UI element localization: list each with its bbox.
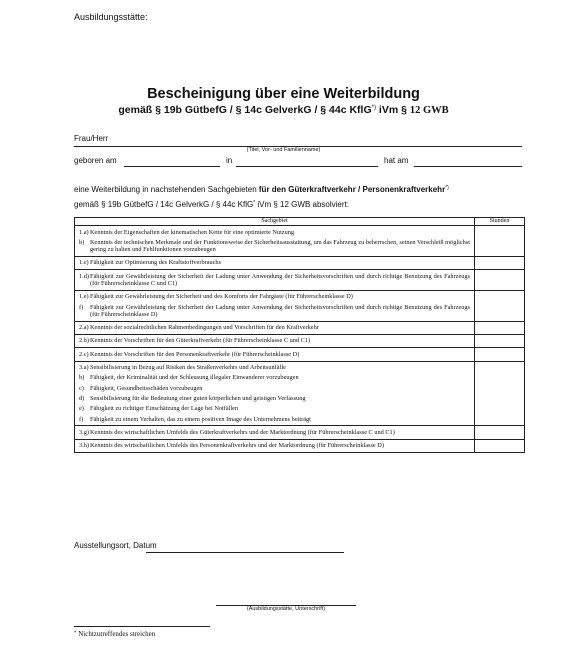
hours-cell[interactable] bbox=[475, 439, 525, 452]
subject-item-number: 1.a) bbox=[79, 228, 89, 236]
subject-item-number: 3.g) bbox=[79, 428, 89, 436]
footnote-divider bbox=[74, 626, 210, 627]
subject-item-text: Fähigkeit zu einem Verhalten, das zu einem positiven Image des Unternehmens beiträgt bbox=[90, 415, 311, 423]
subject-cell bbox=[75, 334, 475, 347]
hours-cell[interactable] bbox=[475, 361, 525, 426]
subject-item bbox=[79, 414, 470, 424]
hours-cell[interactable] bbox=[475, 348, 525, 361]
document-subtitle bbox=[0, 104, 567, 116]
subject-item-text: Kenntnis der Eigenschaften der kinematischen Kette für eine optimierte Nutzung bbox=[90, 228, 295, 236]
intro-line-2-tail: iVm § 12 GWB absolviert: bbox=[255, 200, 349, 209]
subject-item-text: Fähigkeit zur Gewährleistung der Sicherheit und des Komforts der Fahrgäste (für Führerscheinklasse D) bbox=[90, 293, 353, 301]
hours-cell[interactable] bbox=[475, 226, 525, 257]
birth-place-label: in bbox=[226, 156, 233, 165]
subject-item-text: Fähigkeit zur Gewährleistung der Sicherheit der Ladung unter Anwendung der Sicherheitsvorschriften und durch richtige Benutzung des Fahrzeugs (für Führerscheinklasse D) bbox=[90, 303, 470, 318]
subject-item-text: Fähigkeit zur Optimierung des Kraftstoffverbrauchs bbox=[90, 259, 222, 267]
subject-item bbox=[79, 227, 470, 237]
table-row bbox=[75, 334, 525, 347]
hours-cell[interactable] bbox=[475, 321, 525, 334]
intro-line-1-bold: für den Güterkraftverkehr / Personenkraftverkehr bbox=[258, 185, 446, 194]
subject-item bbox=[79, 393, 470, 403]
course-date-field[interactable] bbox=[414, 166, 522, 167]
subject-item bbox=[79, 404, 470, 414]
table-row bbox=[75, 348, 525, 361]
place-date-label: Ausstellungsort, Datum bbox=[74, 541, 157, 550]
subtitle-main: gemäß § 19b GütbefG / § 14c GelverkG / § 44c KflG bbox=[118, 104, 372, 116]
table-row bbox=[75, 226, 525, 257]
subject-item-text: Fähigkeit zur Gewährleistung der Sicherheit der Ladung unter Anwendung der Sicherheitsvorschriften und durch richtige Benutzung des Fahrzeugs (für Führerscheinklasse C und C1) bbox=[90, 272, 470, 287]
birth-date-label: geboren am bbox=[74, 156, 117, 165]
table-row bbox=[75, 270, 525, 291]
hours-cell[interactable] bbox=[475, 334, 525, 347]
subject-item-number: f) bbox=[79, 303, 84, 311]
subject-cell bbox=[75, 348, 475, 361]
subject-item bbox=[79, 383, 470, 393]
subject-cell bbox=[75, 290, 475, 321]
subject-item-number: c) bbox=[79, 384, 84, 392]
subject-item bbox=[79, 336, 470, 346]
course-date-label: hat am bbox=[384, 156, 409, 165]
subject-item-number: d) bbox=[79, 394, 85, 402]
intro-line-2-text: gemäß § 19b GütbefG / 14c GelverkG / § 44c KflG bbox=[74, 200, 254, 209]
intro-line-1 bbox=[74, 185, 449, 194]
table-row bbox=[75, 361, 525, 426]
hours-column-header: Stunden bbox=[475, 218, 525, 226]
subject-cell bbox=[75, 439, 475, 452]
subtitle-footnote-mark: *) bbox=[371, 105, 376, 111]
hours-cell[interactable] bbox=[475, 256, 525, 269]
subject-item-number: 1.d) bbox=[79, 272, 89, 280]
subject-item-number: 1.e) bbox=[79, 293, 89, 301]
subject-cell bbox=[75, 361, 475, 426]
subject-item-number: f) bbox=[79, 415, 84, 423]
course-table bbox=[74, 217, 525, 453]
subject-item-text: Fähigkeit zu richtiger Einschätzung der Lage bei Notfällen bbox=[90, 405, 239, 413]
subject-item-text: Fähigkeit, Gesundheitsschäden vorzubeugen bbox=[90, 384, 203, 392]
subject-cell bbox=[75, 270, 475, 291]
name-field-caption: (Titel, Vor- und Familienname) bbox=[246, 147, 321, 153]
intro-line-1-text: eine Weiterbildung in nachstehenden Sachgebieten bbox=[74, 185, 259, 194]
subject-item-text: Kenntnis der Vorschriften für den Güterkraftverkehr (für Führerscheinklasse C und C1) bbox=[90, 337, 311, 345]
place-date-field[interactable] bbox=[146, 552, 344, 553]
salutation-label: Frau/Herr bbox=[74, 134, 109, 143]
document-title: Bescheinigung über eine Weiterbildung bbox=[147, 86, 420, 102]
intro-line-2-footnote-mark: * bbox=[253, 200, 256, 206]
subject-item bbox=[79, 427, 470, 437]
subject-item-text: Fähigkeit, der Kriminalität und der Schleusung illegaler Einwanderer vorzubeugen bbox=[90, 374, 299, 382]
table-row bbox=[75, 256, 525, 269]
subject-item-number: b) bbox=[79, 374, 85, 382]
subject-item-number: 2.b) bbox=[79, 337, 89, 345]
subject-item-number: 2.c) bbox=[79, 350, 89, 358]
subject-item-text: Sensibilisierung in Bezug auf Risiken des Straßenverkehrs und Arbeitsunfälle bbox=[90, 364, 286, 372]
subject-item bbox=[79, 237, 470, 255]
hours-cell[interactable] bbox=[475, 426, 525, 439]
footnote-mark: * bbox=[74, 631, 77, 636]
footnote-text: Nichtzutreffendes streichen bbox=[76, 630, 156, 638]
table-row bbox=[75, 439, 525, 452]
course-table-body bbox=[75, 226, 525, 453]
subject-item-text: Kenntnis der sozialrechtlichen Rahmenbedingungen und Vorschriften für den Kraftverkehr bbox=[90, 324, 319, 332]
intro-line-1-footnote-mark: *) bbox=[445, 185, 449, 191]
subject-item-text: Kenntnis der Vorschriften für den Personenkraftverkehr (für Führerscheinklasse D) bbox=[90, 350, 300, 358]
subject-item bbox=[79, 292, 470, 302]
table-row bbox=[75, 290, 525, 321]
subject-cell bbox=[75, 426, 475, 439]
birth-date-field[interactable] bbox=[124, 166, 220, 167]
subject-item bbox=[79, 373, 470, 383]
intro-line-2 bbox=[74, 200, 349, 209]
subject-item bbox=[79, 363, 470, 373]
subject-item bbox=[79, 349, 470, 359]
subject-item-number: 2.a) bbox=[79, 324, 89, 332]
subject-item-text: Kenntnis des wirtschaftlichen Umfelds des Güterkraftverkehrs und der Marktordnung (für Führerscheinklasse C und C1) bbox=[90, 428, 395, 436]
subject-column-header: Sachgebiet bbox=[75, 218, 475, 226]
footnote bbox=[74, 630, 155, 638]
subject-cell bbox=[75, 256, 475, 269]
signature-caption: (Ausbildungsstätte, Unterschrift) bbox=[246, 606, 326, 612]
subject-item-text: Sensibilisierung für die Bedeutung einer guten körperlichen und geistigen Verfassung bbox=[90, 394, 306, 402]
subject-item bbox=[79, 302, 470, 320]
subtitle-tail: iVm § bbox=[375, 104, 410, 116]
birth-place-field[interactable] bbox=[236, 166, 378, 167]
subject-item bbox=[79, 323, 470, 333]
subject-item-number: 3.h) bbox=[79, 442, 89, 450]
subject-item-number: 3.a) bbox=[79, 364, 89, 372]
subject-item-number: 1.c) bbox=[79, 259, 89, 267]
subject-item-number: e) bbox=[79, 405, 84, 413]
training-center-label: Ausbildungsstätte: bbox=[74, 12, 148, 22]
subject-cell bbox=[75, 226, 475, 257]
subject-cell bbox=[75, 321, 475, 334]
hours-cell[interactable] bbox=[475, 270, 525, 291]
subject-item-text: Kenntnis der technischen Merkmale und der Funktionsweise der Sicherheitsausstattung, um das Fahrzeug zu beherrschen, seinen Verschleiß möglichst gering zu halten und Fehlfunktionen vorzubeugen bbox=[90, 238, 470, 254]
subtitle-gwb: 12 GWB bbox=[409, 105, 449, 116]
table-row bbox=[75, 321, 525, 334]
table-row bbox=[75, 426, 525, 439]
subject-item-text: Kenntnis des wirtschaftlichen Umfelds des Personenkraftverkehrs und der Marktordnung (für Führerscheinklasse D) bbox=[90, 442, 384, 450]
table-header-row bbox=[75, 218, 525, 226]
subject-item-number: b) bbox=[79, 238, 85, 246]
subject-item bbox=[79, 271, 470, 289]
hours-cell[interactable] bbox=[475, 290, 525, 321]
subject-item bbox=[79, 441, 470, 451]
subject-item bbox=[79, 258, 470, 268]
